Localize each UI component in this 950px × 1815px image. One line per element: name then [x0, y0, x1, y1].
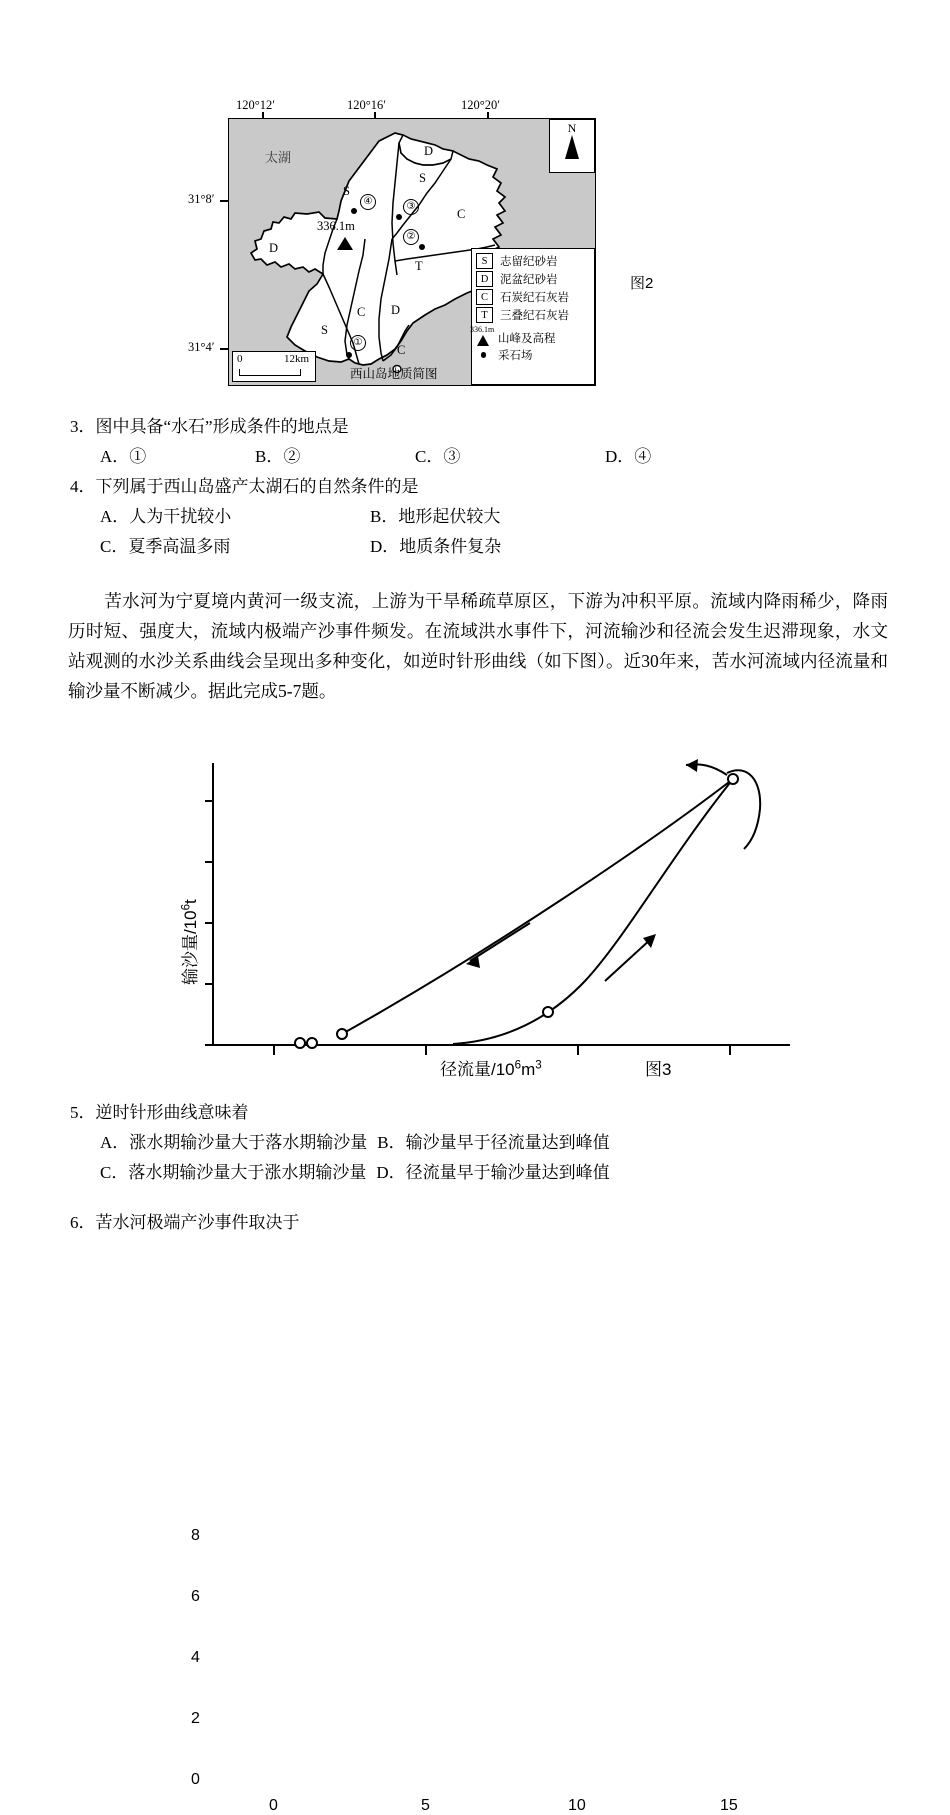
passage-paragraph [68, 586, 888, 706]
question-5-option-c[interactable]: C．落水期输沙量大于涨水期输沙量 [100, 1163, 367, 1182]
legend-symbol-s: S [476, 253, 493, 269]
peak-elevation-label: 336.1m [317, 219, 355, 233]
question-6-stem: 6．苦水河极端产沙事件取决于 [70, 1213, 300, 1232]
question-5-option-b[interactable]: B．输沙量早于径流量达到峰值 [377, 1133, 610, 1152]
question-4-option-b[interactable]: B．地形起伏较大 [370, 507, 501, 526]
question-5 [70, 1098, 610, 1188]
question-4-option-d[interactable]: D．地质条件复杂 [370, 537, 502, 556]
quarry-dot-1 [346, 352, 352, 358]
legend-quarry-label: 采石场 [498, 350, 533, 362]
legend-label-t: 三叠纪石灰岩 [500, 310, 569, 322]
y-tick-label-6: 6 [191, 1588, 200, 1605]
legend-symbol-d: D [476, 271, 493, 287]
rock-letter-c-southtip: C [397, 343, 406, 357]
question-5-option-a[interactable]: A．涨水期输沙量大于落水期输沙量 [100, 1133, 368, 1152]
question-4-option-a[interactable]: A．人为干扰较小 [100, 507, 232, 526]
rock-letter-t-southeast: T [415, 259, 423, 273]
site-label-4: ④ [360, 194, 376, 210]
x-tick-label-0: 0 [269, 1797, 278, 1814]
figure-3-label: 图3 [645, 1060, 672, 1079]
legend-peak-value: 336.1m [470, 325, 495, 334]
question-3-option-d[interactable]: D．④ [605, 447, 652, 466]
legend-quarry-symbol [476, 352, 491, 358]
legend-row-d [476, 270, 592, 288]
site-label-1: ① [350, 335, 366, 351]
x-tick-label-15: 15 [720, 1797, 738, 1814]
legend-label-c: 石炭纪石灰岩 [500, 292, 569, 304]
lat-tick-label-1: 31°8′ [188, 192, 215, 206]
hysteresis-loop-svg [0, 735, 950, 1075]
question-4-stem: 4．下列属于西山岛盛产太湖石的自然条件的是 [70, 477, 419, 496]
legend-row-t [476, 306, 592, 324]
map-frame [228, 118, 596, 386]
figure-2-map [0, 0, 950, 400]
legend-symbol-c: C [476, 289, 493, 305]
question-4-option-c[interactable]: C．夏季高温多雨 [100, 537, 231, 556]
legend-row-s [476, 252, 592, 270]
passage-text: 苦水河为宁夏境内黄河一级支流，上游为干旱稀疏草原区，下游为冲积平原。流域内降雨稀少，降雨历时短、强度大，流域内极端产沙事件频发。在流域洪水事件下，河流输沙和径流会发生迟滞现象，水文站观测的水沙关系曲线会呈现出多种变化，如逆时针形曲线（如下图）。近30年来，苦水河流域内径流量和输沙量不断减少。据此完成5-7题。 [68, 591, 888, 701]
question-6 [70, 1208, 300, 1238]
north-letter: N [567, 121, 577, 135]
rock-letter-s-south: S [321, 323, 328, 337]
lat-tick-mark-2 [220, 348, 228, 350]
y-tick-label-2: 2 [191, 1710, 200, 1727]
legend-peak-label: 山峰及高程 [498, 333, 556, 345]
quarry-dot-3 [396, 214, 402, 220]
question-5-options-row-1 [70, 1128, 610, 1158]
scale-bar [232, 351, 316, 382]
rock-letter-s-north: S [343, 184, 350, 198]
lon-tick-label-2: 120°16′ [347, 98, 386, 112]
figure-2-label: 图2 [630, 275, 654, 292]
north-arrow-icon [565, 135, 579, 159]
site-label-3: ③ [403, 199, 419, 215]
triangle-icon [477, 335, 489, 346]
rock-letter-d-northeast: D [424, 144, 434, 158]
x-tick-label-10: 10 [568, 1797, 586, 1814]
rock-letter-c-east: C [457, 207, 466, 221]
legend-label-s: 志留纪砂岩 [500, 256, 558, 268]
question-4-options-row-2 [70, 532, 501, 562]
rock-letter-d-south: D [391, 303, 401, 317]
y-tick-label-0: 0 [191, 1771, 200, 1788]
question-3-stem: 3．图中具备“水石”形成条件的地点是 [70, 417, 349, 436]
question-3-option-b[interactable]: B．② [255, 447, 301, 466]
dot-icon [481, 352, 487, 358]
y-tick-label-8: 8 [191, 1527, 200, 1544]
lat-tick-label-2: 31°4′ [188, 340, 215, 354]
y-tick-label-4: 4 [191, 1649, 200, 1666]
question-3-option-a[interactable]: A．① [100, 447, 147, 466]
map-caption: 西山岛地质简图 [350, 367, 438, 381]
scale-bar-line [239, 369, 301, 376]
legend-label-d: 泥盆纪砂岩 [500, 274, 558, 286]
question-4-options-row-1 [70, 502, 501, 532]
scale-distance: 12km [283, 353, 309, 365]
legend-symbol-t: T [476, 307, 493, 323]
lat-tick-mark-1 [220, 200, 228, 202]
peak-triangle-icon [337, 237, 353, 250]
chart-x-axis-label: 径流量$/10^6m^3$ [440, 1059, 542, 1079]
rock-letter-c-south: C [357, 305, 366, 319]
rock-letter-d-west: D [269, 241, 279, 255]
x-tick-label-5: 5 [421, 1797, 430, 1814]
quarry-dot-4 [351, 208, 357, 214]
question-3-options [70, 442, 651, 472]
scale-zero: 0 [237, 353, 243, 365]
chart-y-axis-label: 输沙量$/10^6t$ [180, 899, 200, 985]
north-arrow-box [549, 119, 595, 173]
question-5-stem: 5．逆时针形曲线意味着 [70, 1103, 249, 1122]
legend-row-c [476, 288, 592, 306]
site-label-2: ② [403, 229, 419, 245]
question-4 [70, 472, 501, 562]
legend-row-quarry [476, 346, 592, 364]
question-5-options-row-2 [70, 1158, 610, 1188]
question-3 [70, 412, 651, 472]
legend-peak-symbol [470, 325, 495, 346]
lon-tick-label-3: 120°20′ [461, 98, 500, 112]
quarry-dot-2 [419, 244, 425, 250]
question-3-option-c[interactable]: C．③ [415, 447, 461, 466]
lon-tick-label-1: 120°12′ [236, 98, 275, 112]
lake-label: 太湖 [265, 150, 292, 165]
question-5-option-d[interactable]: D．径流量早于输沙量达到峰值 [376, 1163, 610, 1182]
legend-row-peak [470, 324, 592, 346]
map-legend [471, 248, 595, 385]
rock-letter-s-northeast: S [419, 171, 426, 185]
